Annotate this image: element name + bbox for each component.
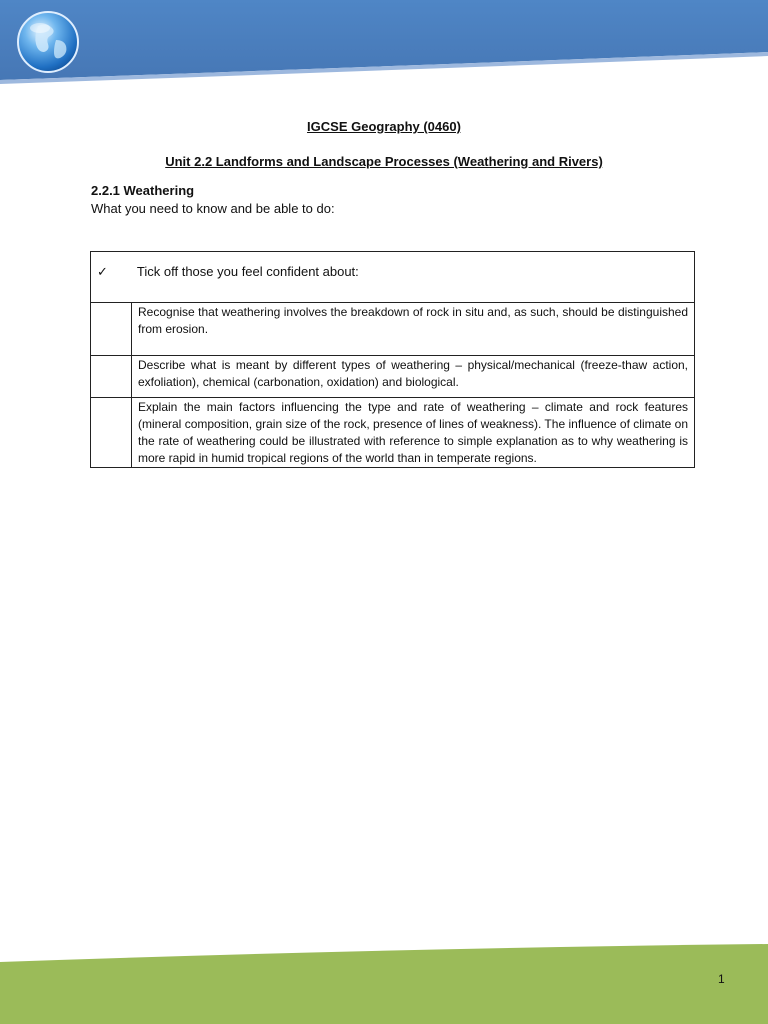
checklist-statement: Explain the main factors influencing the type and rate of weathering – climate and rock features (mineral composition, grain size of the rock, presence of lines of weakness). The influence of climate on the rate of weathering could be illustrated with reference to simple explanation as to why weathering is more rapid in humid tropical regions of the world than in temperate regions. xyxy=(132,398,695,468)
table-row xyxy=(91,356,695,398)
checklist-table xyxy=(90,251,695,468)
tick-box[interactable] xyxy=(91,303,132,356)
checklist-header-cell xyxy=(91,252,695,303)
header-band xyxy=(0,0,768,86)
footer-band xyxy=(0,944,768,1024)
page-number: 1 xyxy=(718,972,725,986)
tick-box[interactable] xyxy=(91,398,132,468)
tick-box[interactable] xyxy=(91,356,132,398)
globe-icon xyxy=(16,10,80,74)
document-title: IGCSE Geography (0460) xyxy=(307,119,461,134)
checklist-header-text: Tick off those you feel confident about: xyxy=(136,264,359,279)
unit-title: Unit 2.2 Landforms and Landscape Processes (Weathering and Rivers) xyxy=(165,154,603,169)
section-heading: 2.2.1 Weathering xyxy=(91,183,195,198)
checkmark-icon: ✓ xyxy=(97,264,108,279)
checklist-header-row xyxy=(91,252,695,303)
section-intro: What you need to know and be able to do: xyxy=(91,201,335,216)
table-row xyxy=(91,398,695,468)
checklist-statement: Recognise that weathering involves the breakdown of rock in situ and, as such, should be distinguished from erosion. xyxy=(132,303,695,356)
checklist-statement: Describe what is meant by different types of weathering – physical/mechanical (freeze-thaw action, exfoliation), chemical (carbonation, oxidation) and biological. xyxy=(132,356,695,398)
table-row xyxy=(91,303,695,356)
